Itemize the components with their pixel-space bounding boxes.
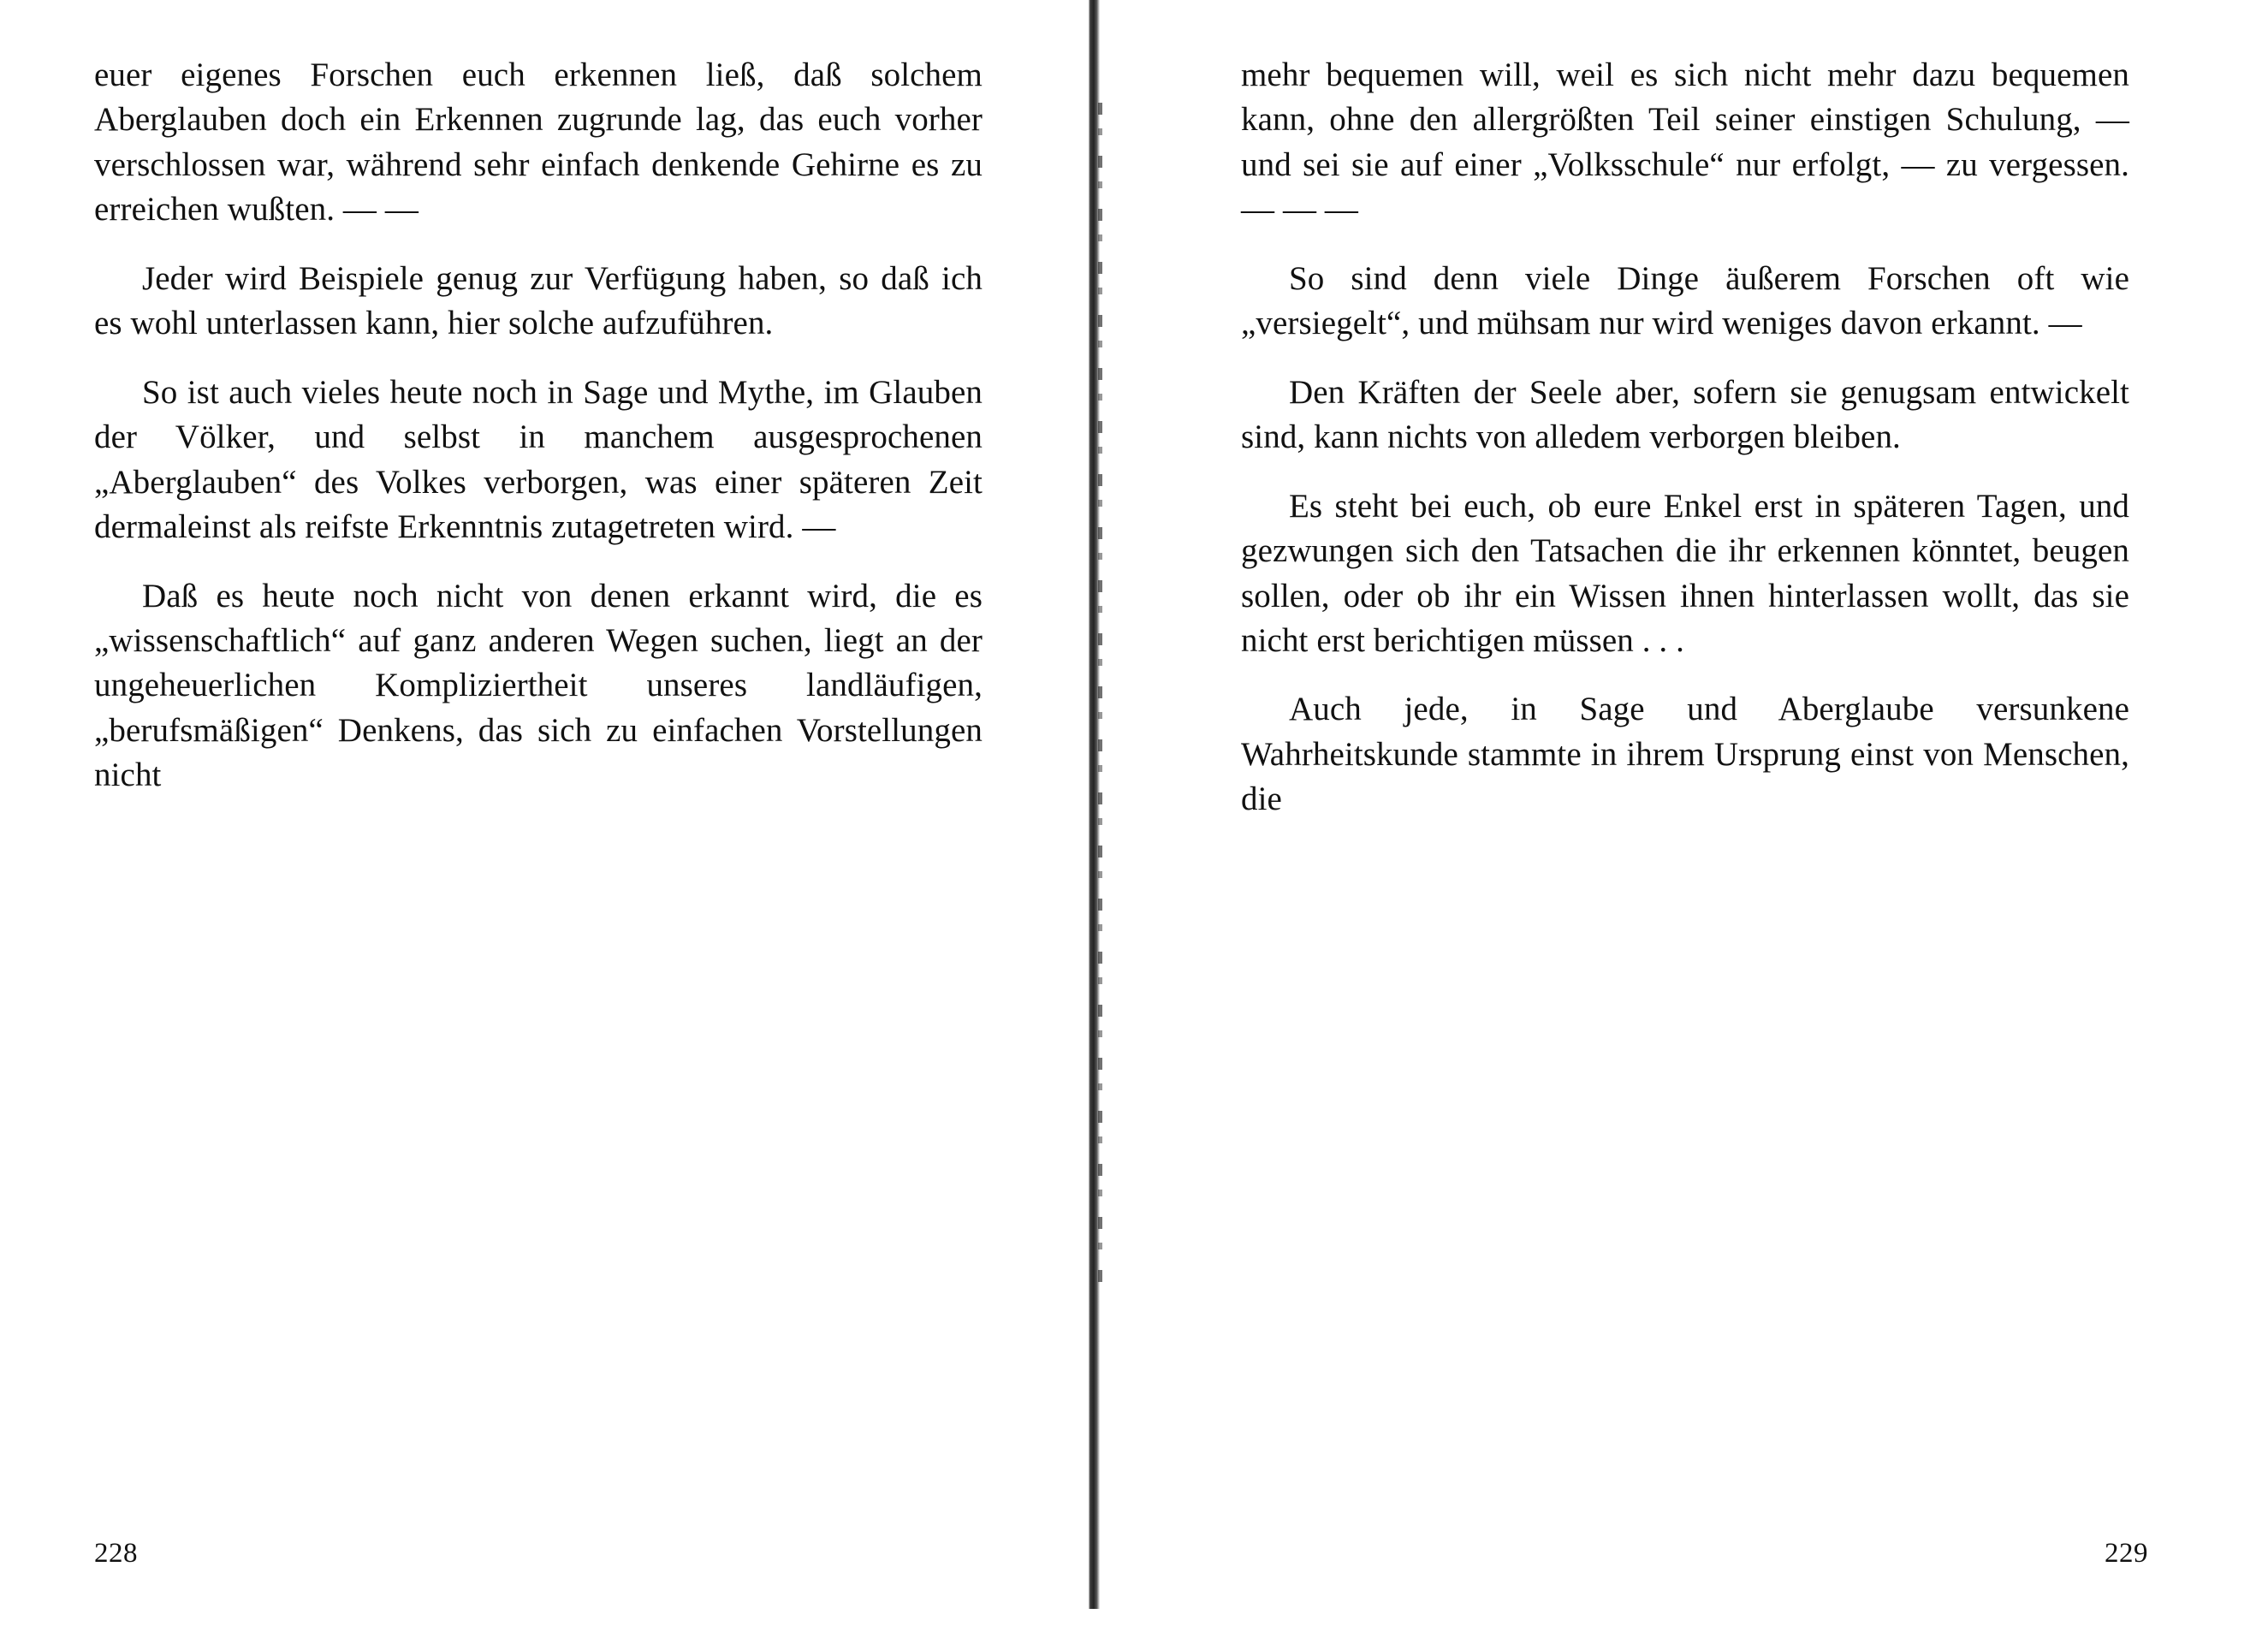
paragraph: Es steht bei euch, ob eure Enkel erst in späteren Tagen, und gezwungen sich den Tatsachen die ihr erkennen könntet, beugen sollen, oder ob ihr ein Wissen ihnen hinterlassen wollt, das sie nicht erst berichtigen müssen . . . bbox=[1241, 487, 2129, 659]
paragraph: So sind denn viele Dinge äußerem Forschen oft wie „versiegelt“, und mühsam nur wird weniges davon erkannt. — bbox=[1241, 259, 2129, 342]
paragraph: Jeder wird Beispiele genug zur Verfügung haben, so daß ich es wohl unterlassen kann, hier solche aufzuführen. bbox=[94, 259, 983, 342]
paragraph: Daß es heute noch nicht von denen erkannt wird, die es „wissenschaftlich“ auf ganz anderen Wegen suchen, liegt an der ungeheuerlichen Kompliziertheit unseres landläufigen, „berufsmäßigen“ Denkens, das sich zu einfachen Vorstellungen nicht bbox=[94, 577, 983, 794]
right-page-textblock bbox=[1241, 53, 2129, 822]
page-gutter-speckle bbox=[1098, 103, 1102, 1292]
paragraph: So ist auch vieles heute noch in Sage und Mythe, im Glauben der Völker, und selbst in manchem ausgesprochenen „Aberglauben“ des Volkes verborgen, was einer späteren Zeit dermaleinst als reifste Erkenntnis zutagetreten wird. — bbox=[94, 373, 983, 546]
left-page bbox=[94, 0, 1001, 1626]
page-number-left: 228 bbox=[94, 1538, 138, 1569]
page-number-right: 229 bbox=[2105, 1538, 2148, 1569]
left-page-textblock bbox=[94, 53, 983, 798]
right-page bbox=[1241, 0, 2148, 1626]
paragraph: mehr bequemen will, weil es sich nicht mehr dazu bequemen kann, ohne den allergrößten Teil seiner einstigen Schulung, — und sei sie auf einer „Volksschule“ nur erfolgt, — zu vergessen. — — — bbox=[1241, 56, 2129, 228]
paragraph: Den Kräften der Seele aber, sofern sie genugsam entwickelt sind, kann nichts von alledem verborgen bleiben. bbox=[1241, 373, 2129, 456]
paragraph: Auch jede, in Sage und Aberglaube versunkene Wahrheitskunde stammte in ihrem Ursprung einst von Menschen, die bbox=[1241, 691, 2129, 818]
page-gutter-shadow bbox=[1085, 0, 1107, 1609]
paragraph: euer eigenes Forschen euch erkennen ließ, daß solchem Aberglauben doch ein Erkennen zugrunde lag, das euch vorher verschlossen war, während sehr einfach denkende Gehirne es zu erreichen wußten. — — bbox=[94, 56, 983, 228]
